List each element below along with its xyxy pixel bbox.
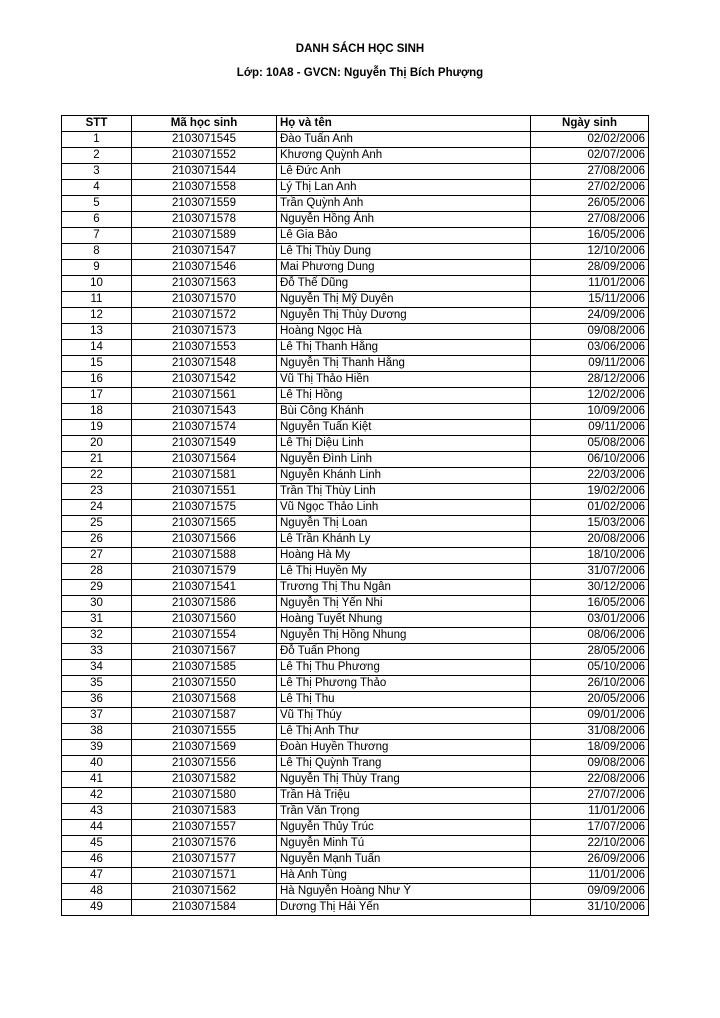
cell-date-of-birth: 27/07/2006 [531, 788, 649, 804]
table-row [62, 644, 649, 660]
cell-date-of-birth: 31/08/2006 [531, 724, 649, 740]
cell-full-name: Trần Thị Thùy Linh [277, 484, 531, 500]
table-row [62, 132, 649, 148]
cell-stt: 23 [62, 484, 132, 500]
cell-stt: 22 [62, 468, 132, 484]
cell-date-of-birth: 22/08/2006 [531, 772, 649, 788]
cell-stt: 30 [62, 596, 132, 612]
cell-stt: 41 [62, 772, 132, 788]
cell-date-of-birth: 03/01/2006 [531, 612, 649, 628]
cell-stt: 43 [62, 804, 132, 820]
cell-full-name: Đỗ Tuấn Phong [277, 644, 531, 660]
cell-stt: 20 [62, 436, 132, 452]
cell-date-of-birth: 11/01/2006 [531, 276, 649, 292]
cell-stt: 2 [62, 148, 132, 164]
table-row [62, 180, 649, 196]
cell-full-name: Nguyễn Đình Linh [277, 452, 531, 468]
cell-student-id: 2103071562 [132, 884, 277, 900]
cell-student-id: 2103071553 [132, 340, 277, 356]
cell-full-name: Lê Thị Phương Thảo [277, 676, 531, 692]
cell-student-id: 2103071557 [132, 820, 277, 836]
cell-full-name: Hoàng Ngọc Hà [277, 324, 531, 340]
table-row [62, 708, 649, 724]
table-row [62, 404, 649, 420]
table-row [62, 660, 649, 676]
table-row [62, 596, 649, 612]
cell-date-of-birth: 02/07/2006 [531, 148, 649, 164]
cell-full-name: Nguyễn Khánh Linh [277, 468, 531, 484]
cell-student-id: 2103071574 [132, 420, 277, 436]
cell-date-of-birth: 11/01/2006 [531, 868, 649, 884]
cell-stt: 18 [62, 404, 132, 420]
table-row [62, 468, 649, 484]
cell-date-of-birth: 28/05/2006 [531, 644, 649, 660]
cell-stt: 25 [62, 516, 132, 532]
cell-student-id: 2103071559 [132, 196, 277, 212]
table-row [62, 436, 649, 452]
header-stt: STT [62, 116, 132, 132]
cell-full-name: Mai Phương Dung [277, 260, 531, 276]
cell-student-id: 2103071578 [132, 212, 277, 228]
cell-date-of-birth: 22/10/2006 [531, 836, 649, 852]
cell-date-of-birth: 27/08/2006 [531, 164, 649, 180]
cell-full-name: Nguyễn Minh Tú [277, 836, 531, 852]
table-row [62, 788, 649, 804]
cell-full-name: Trần Hà Triệu [277, 788, 531, 804]
table-row [62, 148, 649, 164]
cell-student-id: 2103071544 [132, 164, 277, 180]
cell-student-id: 2103071558 [132, 180, 277, 196]
table-row [62, 212, 649, 228]
cell-date-of-birth: 18/09/2006 [531, 740, 649, 756]
cell-date-of-birth: 01/02/2006 [531, 500, 649, 516]
cell-stt: 17 [62, 388, 132, 404]
cell-stt: 21 [62, 452, 132, 468]
cell-full-name: Nguyễn Thị Thùy Dương [277, 308, 531, 324]
cell-full-name: Lê Thị Anh Thư [277, 724, 531, 740]
cell-stt: 3 [62, 164, 132, 180]
cell-date-of-birth: 09/08/2006 [531, 324, 649, 340]
cell-stt: 26 [62, 532, 132, 548]
table-row [62, 852, 649, 868]
cell-full-name: Lê Thị Thu Phương [277, 660, 531, 676]
table-row [62, 676, 649, 692]
table-row [62, 308, 649, 324]
cell-stt: 39 [62, 740, 132, 756]
cell-student-id: 2103071579 [132, 564, 277, 580]
cell-date-of-birth: 09/08/2006 [531, 756, 649, 772]
cell-date-of-birth: 17/07/2006 [531, 820, 649, 836]
cell-stt: 45 [62, 836, 132, 852]
cell-date-of-birth: 22/03/2006 [531, 468, 649, 484]
cell-student-id: 2103071545 [132, 132, 277, 148]
cell-student-id: 2103071552 [132, 148, 277, 164]
cell-date-of-birth: 26/10/2006 [531, 676, 649, 692]
cell-full-name: Trần Quỳnh Anh [277, 196, 531, 212]
cell-full-name: Lý Thị Lan Anh [277, 180, 531, 196]
cell-full-name: Hoàng Hà My [277, 548, 531, 564]
document-subtitle: Lớp: 10A8 - GVCN: Nguyễn Thị Bích Phượng [236, 67, 484, 79]
cell-student-id: 2103071549 [132, 436, 277, 452]
table-row [62, 532, 649, 548]
cell-student-id: 2103071563 [132, 276, 277, 292]
cell-stt: 5 [62, 196, 132, 212]
header-full-name: Họ và tên [277, 116, 531, 132]
table-row [62, 900, 649, 916]
document-title: DANH SÁCH HỌC SINH [295, 43, 425, 55]
cell-full-name: Lê Thị Thùy Dung [277, 244, 531, 260]
cell-stt: 14 [62, 340, 132, 356]
cell-full-name: Đỗ Thế Dũng [277, 276, 531, 292]
cell-date-of-birth: 31/10/2006 [531, 900, 649, 916]
cell-student-id: 2103071547 [132, 244, 277, 260]
cell-date-of-birth: 28/12/2006 [531, 372, 649, 388]
table-row [62, 292, 649, 308]
cell-full-name: Nguyễn Thủy Trúc [277, 820, 531, 836]
table-row [62, 836, 649, 852]
cell-stt: 32 [62, 628, 132, 644]
table-row [62, 820, 649, 836]
cell-stt: 24 [62, 500, 132, 516]
cell-stt: 46 [62, 852, 132, 868]
cell-date-of-birth: 05/08/2006 [531, 436, 649, 452]
table-row [62, 244, 649, 260]
cell-student-id: 2103071576 [132, 836, 277, 852]
cell-date-of-birth: 16/05/2006 [531, 228, 649, 244]
cell-student-id: 2103071542 [132, 372, 277, 388]
cell-full-name: Vũ Thị Thúy [277, 708, 531, 724]
cell-full-name: Bùi Công Khánh [277, 404, 531, 420]
cell-date-of-birth: 26/05/2006 [531, 196, 649, 212]
cell-full-name: Vũ Ngọc Thảo Linh [277, 500, 531, 516]
cell-student-id: 2103071556 [132, 756, 277, 772]
table-row [62, 628, 649, 644]
cell-date-of-birth: 19/02/2006 [531, 484, 649, 500]
cell-student-id: 2103071570 [132, 292, 277, 308]
cell-student-id: 2103071541 [132, 580, 277, 596]
cell-full-name: Lê Thị Quỳnh Trang [277, 756, 531, 772]
cell-stt: 47 [62, 868, 132, 884]
cell-student-id: 2103071543 [132, 404, 277, 420]
cell-student-id: 2103071587 [132, 708, 277, 724]
table-row [62, 740, 649, 756]
cell-stt: 40 [62, 756, 132, 772]
cell-full-name: Nguyễn Tuấn Kiệt [277, 420, 531, 436]
header-student-id: Mã học sinh [132, 116, 277, 132]
table-row [62, 372, 649, 388]
cell-student-id: 2103071560 [132, 612, 277, 628]
cell-stt: 42 [62, 788, 132, 804]
cell-date-of-birth: 02/02/2006 [531, 132, 649, 148]
cell-date-of-birth: 09/11/2006 [531, 356, 649, 372]
cell-student-id: 2103071573 [132, 324, 277, 340]
cell-date-of-birth: 18/10/2006 [531, 548, 649, 564]
cell-stt: 9 [62, 260, 132, 276]
cell-full-name: Lê Thị Thu [277, 692, 531, 708]
cell-full-name: Trần Văn Trọng [277, 804, 531, 820]
cell-stt: 35 [62, 676, 132, 692]
cell-stt: 38 [62, 724, 132, 740]
table-row [62, 196, 649, 212]
cell-full-name: Lê Gia Bảo [277, 228, 531, 244]
student-table [61, 115, 649, 916]
cell-full-name: Nguyễn Thị Mỹ Duyên [277, 292, 531, 308]
cell-stt: 19 [62, 420, 132, 436]
cell-full-name: Hà Nguyễn Hoàng Như Ý [277, 884, 531, 900]
cell-full-name: Đoàn Huyền Thương [277, 740, 531, 756]
table-body [62, 132, 649, 916]
cell-full-name: Nguyễn Hồng Ánh [277, 212, 531, 228]
cell-student-id: 2103071550 [132, 676, 277, 692]
table-row [62, 500, 649, 516]
cell-stt: 13 [62, 324, 132, 340]
table-row [62, 260, 649, 276]
cell-student-id: 2103071588 [132, 548, 277, 564]
cell-full-name: Vũ Thị Thảo Hiền [277, 372, 531, 388]
cell-student-id: 2103071585 [132, 660, 277, 676]
cell-date-of-birth: 27/02/2006 [531, 180, 649, 196]
table-row [62, 452, 649, 468]
cell-full-name: Hoàng Tuyết Nhung [277, 612, 531, 628]
cell-full-name: Hà Anh Tùng [277, 868, 531, 884]
cell-date-of-birth: 20/08/2006 [531, 532, 649, 548]
cell-stt: 37 [62, 708, 132, 724]
cell-stt: 29 [62, 580, 132, 596]
cell-student-id: 2103071554 [132, 628, 277, 644]
cell-date-of-birth: 09/11/2006 [531, 420, 649, 436]
cell-full-name: Đào Tuấn Anh [277, 132, 531, 148]
cell-full-name: Dương Thị Hải Yến [277, 900, 531, 916]
cell-date-of-birth: 16/05/2006 [531, 596, 649, 612]
cell-full-name: Lê Đức Anh [277, 164, 531, 180]
cell-stt: 34 [62, 660, 132, 676]
cell-date-of-birth: 28/09/2006 [531, 260, 649, 276]
cell-stt: 1 [62, 132, 132, 148]
cell-student-id: 2103071572 [132, 308, 277, 324]
table-row [62, 868, 649, 884]
table-row [62, 484, 649, 500]
cell-student-id: 2103071583 [132, 804, 277, 820]
table-row [62, 340, 649, 356]
cell-full-name: Nguyễn Thị Loan [277, 516, 531, 532]
cell-stt: 28 [62, 564, 132, 580]
cell-stt: 48 [62, 884, 132, 900]
table-row [62, 756, 649, 772]
cell-full-name: Nguyễn Mạnh Tuấn [277, 852, 531, 868]
cell-full-name: Khương Quỳnh Anh [277, 148, 531, 164]
cell-full-name: Lê Thị Thanh Hằng [277, 340, 531, 356]
header-date-of-birth: Ngày sinh [531, 116, 649, 132]
cell-stt: 7 [62, 228, 132, 244]
cell-date-of-birth: 27/08/2006 [531, 212, 649, 228]
cell-student-id: 2103071564 [132, 452, 277, 468]
cell-student-id: 2103071548 [132, 356, 277, 372]
cell-date-of-birth: 15/11/2006 [531, 292, 649, 308]
cell-date-of-birth: 03/06/2006 [531, 340, 649, 356]
table-header-row [62, 116, 649, 132]
cell-stt: 36 [62, 692, 132, 708]
cell-stt: 33 [62, 644, 132, 660]
cell-stt: 44 [62, 820, 132, 836]
table-row [62, 804, 649, 820]
cell-full-name: Nguyễn Thị Hồng Nhung [277, 628, 531, 644]
cell-student-id: 2103071582 [132, 772, 277, 788]
cell-stt: 15 [62, 356, 132, 372]
cell-stt: 16 [62, 372, 132, 388]
cell-date-of-birth: 09/01/2006 [531, 708, 649, 724]
table-row [62, 564, 649, 580]
cell-student-id: 2103071551 [132, 484, 277, 500]
table-row [62, 388, 649, 404]
cell-date-of-birth: 15/03/2006 [531, 516, 649, 532]
cell-stt: 4 [62, 180, 132, 196]
table-row [62, 356, 649, 372]
cell-student-id: 2103071565 [132, 516, 277, 532]
table-row [62, 164, 649, 180]
cell-full-name: Lê Thị Hồng [277, 388, 531, 404]
cell-student-id: 2103071569 [132, 740, 277, 756]
cell-stt: 11 [62, 292, 132, 308]
table-row [62, 724, 649, 740]
cell-full-name: Nguyễn Thị Thanh Hằng [277, 356, 531, 372]
cell-full-name: Trương Thị Thu Ngân [277, 580, 531, 596]
table-row [62, 276, 649, 292]
cell-date-of-birth: 10/09/2006 [531, 404, 649, 420]
cell-student-id: 2103071575 [132, 500, 277, 516]
table-row [62, 612, 649, 628]
cell-full-name: Lê Thị Diệu Linh [277, 436, 531, 452]
table-row [62, 580, 649, 596]
cell-full-name: Lê Thị Huyền My [277, 564, 531, 580]
cell-full-name: Lê Trần Khánh Ly [277, 532, 531, 548]
cell-student-id: 2103071546 [132, 260, 277, 276]
cell-student-id: 2103071566 [132, 532, 277, 548]
cell-student-id: 2103071567 [132, 644, 277, 660]
cell-student-id: 2103071580 [132, 788, 277, 804]
table-row [62, 516, 649, 532]
cell-date-of-birth: 30/12/2006 [531, 580, 649, 596]
cell-date-of-birth: 12/02/2006 [531, 388, 649, 404]
cell-date-of-birth: 24/09/2006 [531, 308, 649, 324]
cell-date-of-birth: 20/05/2006 [531, 692, 649, 708]
cell-date-of-birth: 08/06/2006 [531, 628, 649, 644]
cell-full-name: Nguyễn Thị Yến Nhi [277, 596, 531, 612]
table-row [62, 228, 649, 244]
table-row [62, 420, 649, 436]
table-row [62, 324, 649, 340]
cell-stt: 27 [62, 548, 132, 564]
cell-stt: 12 [62, 308, 132, 324]
cell-student-id: 2103071571 [132, 868, 277, 884]
cell-student-id: 2103071589 [132, 228, 277, 244]
cell-student-id: 2103071577 [132, 852, 277, 868]
cell-stt: 10 [62, 276, 132, 292]
cell-date-of-birth: 06/10/2006 [531, 452, 649, 468]
table-row [62, 692, 649, 708]
table-row [62, 548, 649, 564]
cell-stt: 6 [62, 212, 132, 228]
table-row [62, 772, 649, 788]
cell-student-id: 2103071568 [132, 692, 277, 708]
cell-student-id: 2103071586 [132, 596, 277, 612]
cell-date-of-birth: 26/09/2006 [531, 852, 649, 868]
cell-student-id: 2103071561 [132, 388, 277, 404]
cell-full-name: Nguyễn Thị Thùy Trang [277, 772, 531, 788]
cell-date-of-birth: 05/10/2006 [531, 660, 649, 676]
cell-date-of-birth: 31/07/2006 [531, 564, 649, 580]
cell-date-of-birth: 09/09/2006 [531, 884, 649, 900]
cell-stt: 31 [62, 612, 132, 628]
table-row [62, 884, 649, 900]
cell-date-of-birth: 11/01/2006 [531, 804, 649, 820]
cell-student-id: 2103071555 [132, 724, 277, 740]
cell-stt: 49 [62, 900, 132, 916]
cell-student-id: 2103071584 [132, 900, 277, 916]
cell-student-id: 2103071581 [132, 468, 277, 484]
cell-date-of-birth: 12/10/2006 [531, 244, 649, 260]
cell-stt: 8 [62, 244, 132, 260]
